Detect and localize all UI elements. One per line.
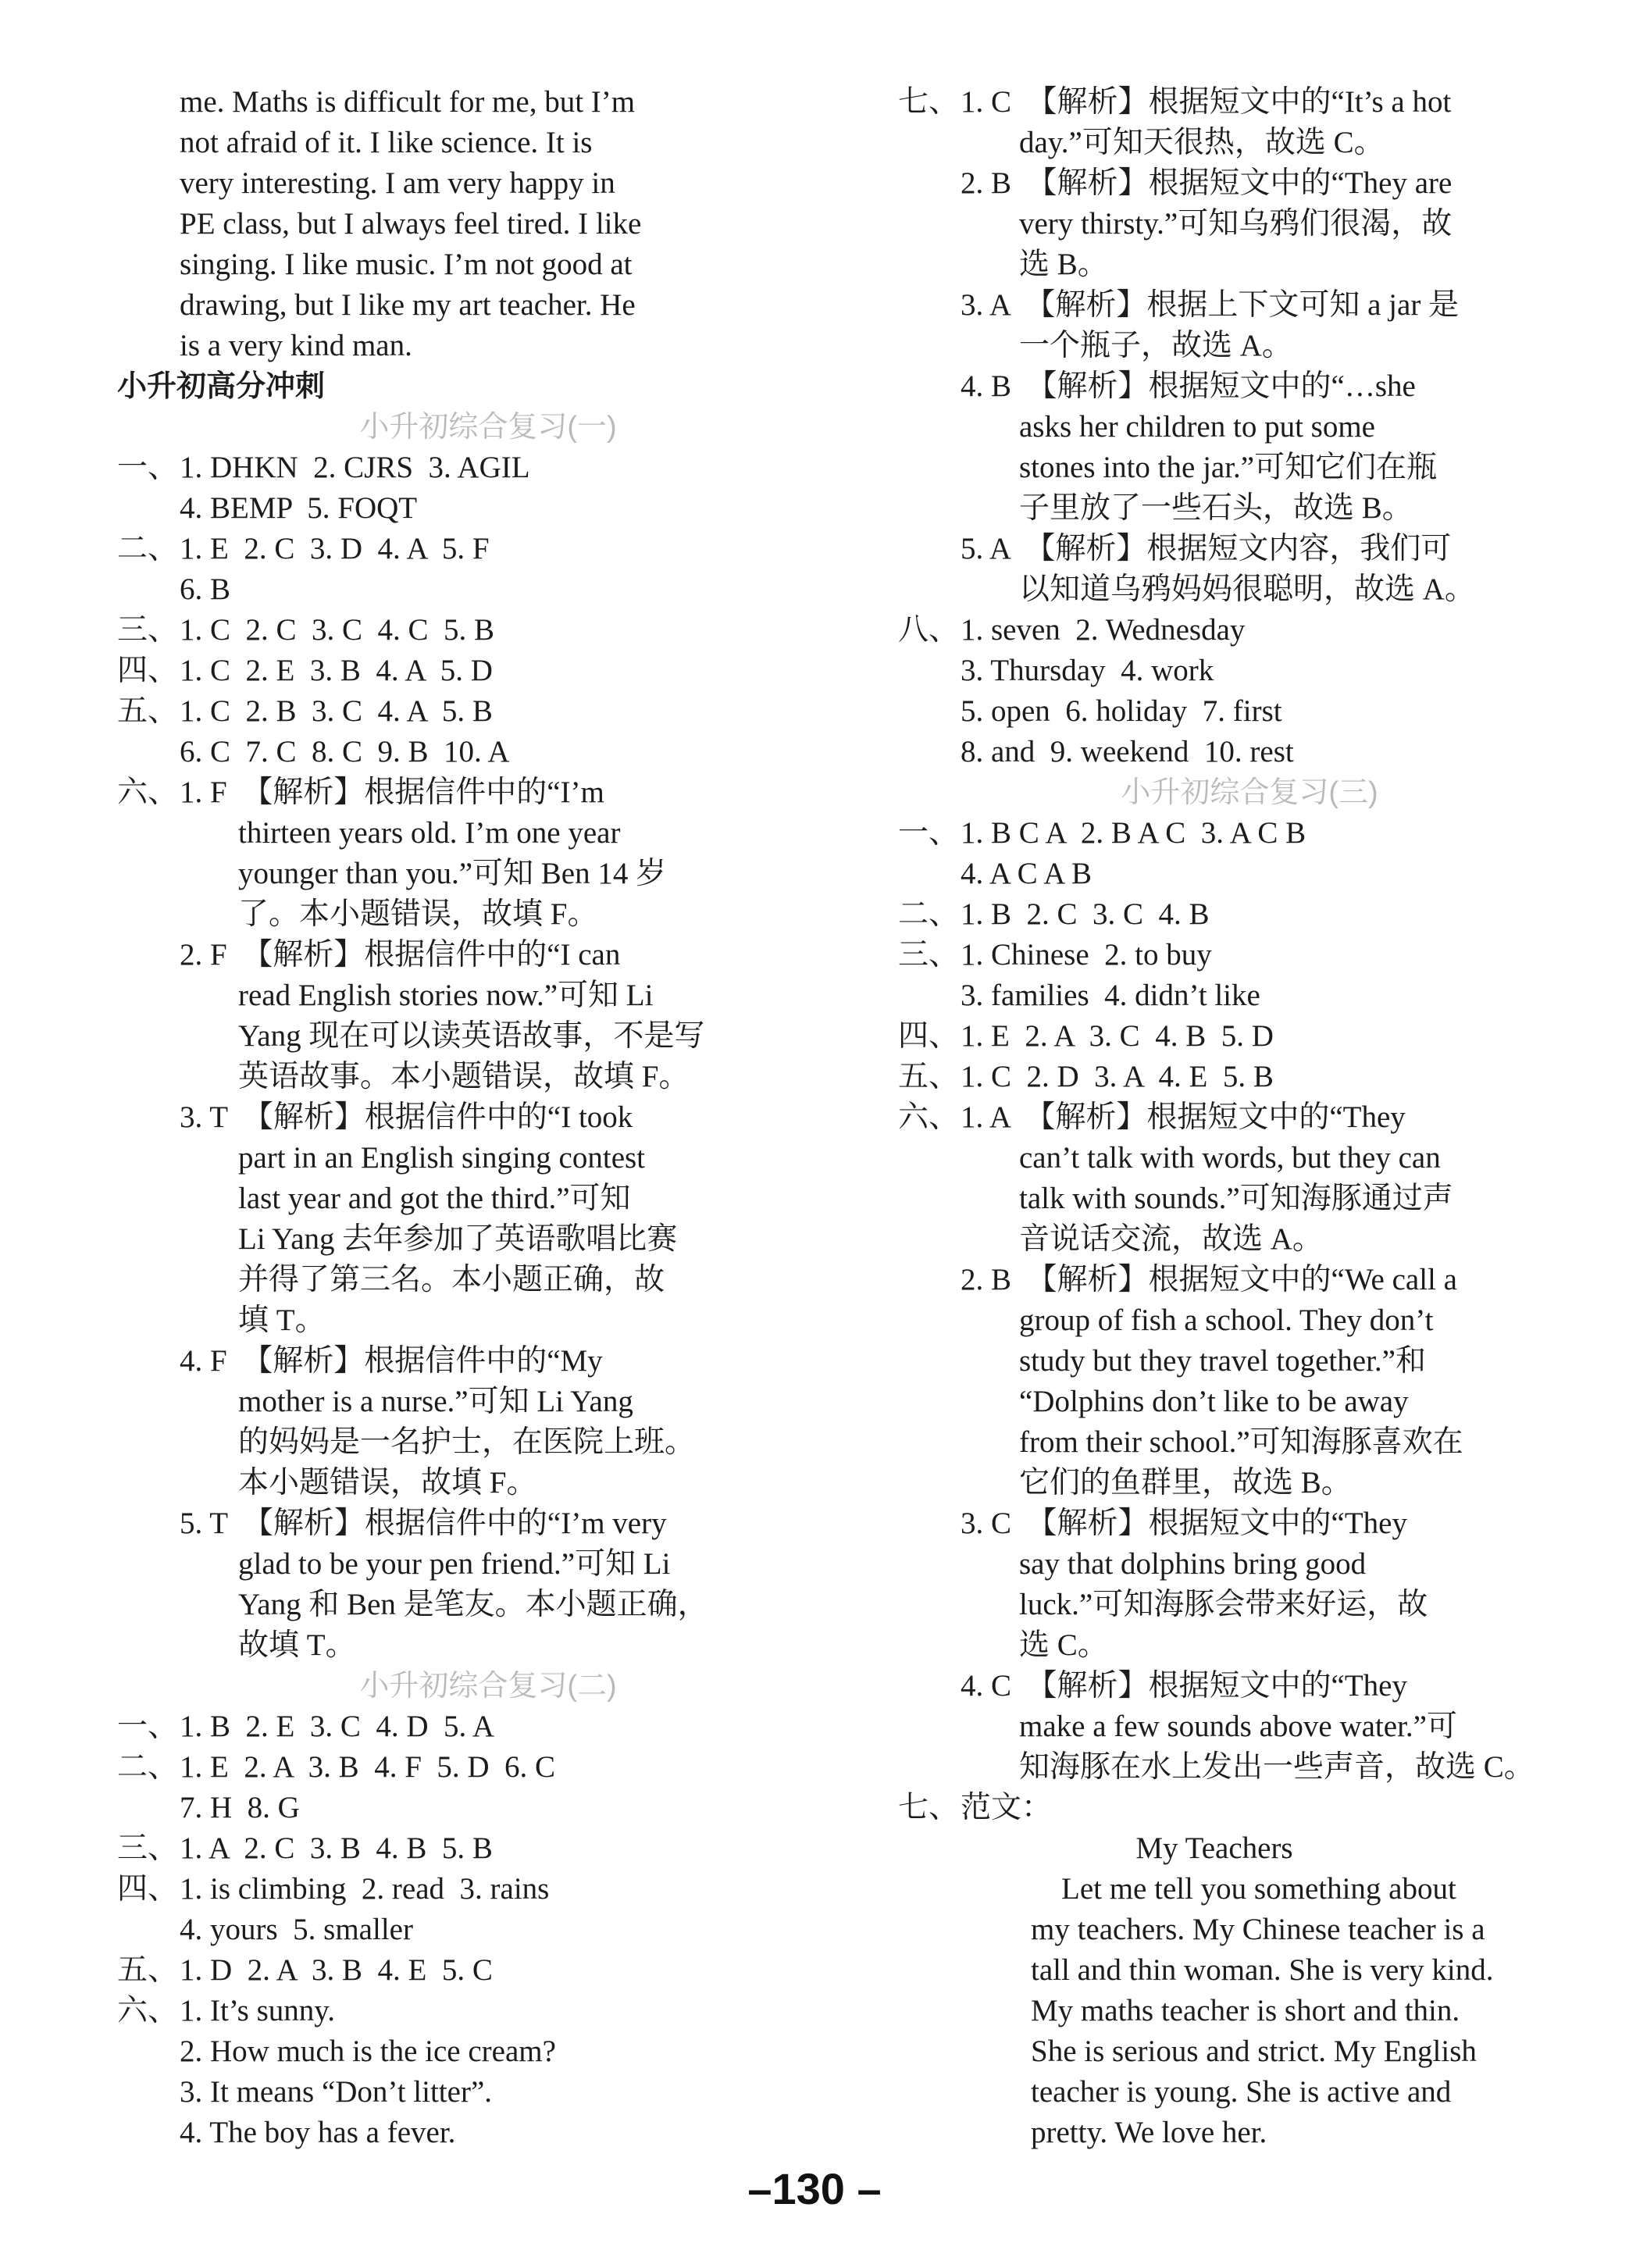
answer-line: 四、 1. E 2. A 3. C 4. B 5. D — [898, 1019, 1274, 1053]
review-1-title: 小升初综合复习(一) — [359, 411, 617, 444]
left-column — [117, 82, 750, 2153]
answer-line: 七、 1. C 【解析】根据短文中的“It’s a hot — [898, 85, 1452, 119]
answer-line: 二、 1. B 2. C 3. C 4. B — [898, 897, 1210, 931]
essay-line: my teachers. My Chinese teacher is a — [1031, 1913, 1485, 1946]
answer-line: 六、 1. A 【解析】根据短文中的“They — [898, 1100, 1406, 1134]
intro-line: is a very kind man. — [180, 329, 412, 362]
answer-line: 一、 1. DHKN 2. CJRS 3. AGIL — [117, 451, 530, 484]
answer-line: very thirsty.”可知乌鸦们很渴，故 — [1019, 207, 1453, 241]
answer-line: 4. BEMP 5. FOQT — [180, 491, 418, 525]
answer-line: stones into the jar.”可知它们在瓶 — [1019, 451, 1438, 484]
answer-line: 故填 T。 — [238, 1628, 356, 1662]
answer-line: 4. yours 5. smaller — [180, 1913, 413, 1946]
answer-line: 2. F 【解析】根据信件中的“I can — [180, 938, 621, 972]
answer-line: 4. B 【解析】根据短文中的“…she — [961, 369, 1416, 403]
answer-line: Yang 现在可以读英语故事，不是写 — [238, 1019, 705, 1053]
answer-line: luck.”可知海豚会带来好运，故 — [1019, 1588, 1428, 1621]
answer-line: 八、 1. seven 2. Wednesday — [898, 613, 1246, 647]
essay-line: pretty. We love her. — [1031, 2116, 1267, 2149]
answer-line: thirteen years old. I’m one year — [238, 816, 621, 850]
answer-line: 6. C 7. C 8. C 9. B 10. A — [180, 735, 510, 768]
answer-line: 3. families 4. didn’t like — [961, 979, 1260, 1012]
answer-line: 五、 1. C 2. D 3. A 4. E 5. B — [898, 1060, 1274, 1093]
answer-line: 4. C 【解析】根据短文中的“They — [961, 1669, 1407, 1703]
answer-line: 子里放了一些石头，故选 B。 — [1019, 491, 1413, 525]
answer-line: from their school.”可知海豚喜欢在 — [1019, 1425, 1463, 1459]
essay-line: Let me tell you something about — [1031, 1872, 1456, 1906]
review-2-title: 小升初综合复习(二) — [359, 1670, 617, 1703]
answer-line: 7. H 8. G — [180, 1791, 300, 1824]
answer-line: 英语故事。本小题错误，故填 F。 — [238, 1060, 690, 1093]
answer-line: younger than you.”可知 Ben 14 岁 — [238, 857, 667, 890]
answer-line: 的妈妈是一名护士，在医院上班。 — [238, 1425, 696, 1459]
answer-line: mother is a nurse.”可知 Li Yang — [238, 1385, 633, 1418]
answer-line: asks her children to put some — [1019, 410, 1375, 444]
answer-line: 一、 1. B C A 2. B A C 3. A C B — [898, 816, 1306, 850]
intro-line: not afraid of it. I like science. It is — [180, 126, 593, 159]
answer-line: 4. F 【解析】根据信件中的“My — [180, 1344, 603, 1378]
intro-line: me. Maths is difficult for me, but I’m — [180, 85, 636, 119]
answer-line: 六、 1. It’s sunny. — [117, 1994, 335, 2027]
answer-line: glad to be your pen friend.”可知 Li — [238, 1547, 671, 1581]
answer-line: 二、 1. E 2. A 3. B 4. F 5. D 6. C — [117, 1750, 556, 1784]
answer-line: 2. How much is the ice cream? — [180, 2034, 556, 2068]
answer-line: say that dolphins bring good — [1019, 1547, 1367, 1581]
essay-line: teacher is young. She is active and — [1031, 2075, 1452, 2109]
answer-line: 三、 1. Chinese 2. to buy — [898, 938, 1212, 972]
answer-line: make a few sounds above water.”可 — [1019, 1710, 1457, 1743]
answer-line: 2. B 【解析】根据短文中的“We call a — [961, 1263, 1457, 1296]
right-column — [898, 82, 1535, 2153]
essay-line: She is serious and strict. My English — [1031, 2034, 1477, 2068]
answer-line: 它们的鱼群里，故选 B。 — [1019, 1466, 1352, 1500]
essay-title: My Teachers — [1135, 1831, 1293, 1865]
answer-line: “Dolphins don’t like to be away — [1019, 1385, 1409, 1418]
answer-line: 六、 1. F 【解析】根据信件中的“I’m — [117, 776, 604, 809]
essay-line: tall and thin woman. She is very kind. — [1031, 1953, 1494, 1987]
answer-line: study but they travel together.”和 — [1019, 1344, 1426, 1378]
answer-line: 5. A 【解析】根据短文内容，我们可 — [961, 532, 1452, 565]
answer-line: 6. B — [180, 572, 231, 606]
answer-line: 3. C 【解析】根据短文中的“They — [961, 1507, 1407, 1540]
answer-line: 5. T 【解析】根据信件中的“I’m very — [180, 1507, 667, 1540]
review-3-title: 小升初综合复习(三) — [1121, 776, 1378, 809]
answer-line: part in an English singing contest — [238, 1141, 646, 1175]
answer-line: 七、 范文： — [898, 1791, 1053, 1824]
answer-line: can’t talk with words, but they can — [1019, 1141, 1441, 1175]
answer-line: 了。本小题错误，故填 F。 — [238, 897, 598, 931]
answer-line: 3. Thursday 4. work — [961, 654, 1214, 687]
answer-line: 三、 1. C 2. C 3. C 4. C 5. B — [117, 613, 495, 647]
intro-line: very interesting. I am very happy in — [180, 166, 615, 200]
answer-line: 五、 1. D 2. A 3. B 4. E 5. C — [117, 1953, 493, 1987]
answer-line: 四、 1. C 2. E 3. B 4. A 5. D — [117, 654, 493, 687]
essay-line: My maths teacher is short and thin. — [1031, 1994, 1460, 2027]
answer-line: read English stories now.”可知 Li — [238, 979, 654, 1012]
answer-line: 选 C。 — [1019, 1628, 1108, 1662]
answer-line: Yang 和 Ben 是笔友。本小题正确， — [238, 1588, 708, 1621]
answer-line: 五、 1. C 2. B 3. C 4. A 5. B — [117, 694, 493, 728]
section-title: 小升初高分冲刺 — [117, 370, 326, 403]
answer-line: 选 B。 — [1019, 248, 1108, 281]
answer-line: day.”可知天很热，故选 C。 — [1019, 126, 1385, 159]
answer-line: 3. It means “Don’t litter”. — [180, 2075, 492, 2109]
answer-line: 一、 1. B 2. E 3. C 4. D 5. A — [117, 1710, 495, 1743]
answer-line: group of fish a school. They don’t — [1019, 1303, 1434, 1337]
intro-line: singing. I like music. I’m not good at — [180, 248, 633, 281]
answer-line: 并得了第三名。本小题正确，故 — [238, 1263, 665, 1296]
answer-line: 知海豚在水上发出一些声音，故选 C。 — [1019, 1750, 1535, 1784]
answer-line: 4. The boy has a fever. — [180, 2116, 456, 2149]
answer-line: 3. A 【解析】根据上下文可知 a jar 是 — [961, 288, 1460, 322]
intro-line: drawing, but I like my art teacher. He — [180, 288, 636, 322]
answer-line: 本小题错误，故填 F。 — [238, 1466, 537, 1500]
page-number: –130 – — [747, 2164, 882, 2213]
answer-line: Li Yang 去年参加了英语歌唱比赛 — [238, 1222, 678, 1256]
answer-line: 8. and 9. weekend 10. rest — [961, 735, 1294, 768]
answer-line: 音说话交流，故选 A。 — [1019, 1222, 1323, 1256]
answer-line: 5. open 6. holiday 7. first — [961, 694, 1282, 728]
answer-line: 填 T。 — [238, 1303, 326, 1337]
answer-line: talk with sounds.”可知海豚通过声 — [1019, 1182, 1453, 1215]
answer-line: 4. A C A B — [961, 857, 1092, 890]
answer-line: 三、 1. A 2. C 3. B 4. B 5. B — [117, 1831, 493, 1865]
answer-line: 二、 1. E 2. C 3. D 4. A 5. F — [117, 532, 490, 565]
intro-line: PE class, but I always feel tired. I like — [180, 207, 642, 241]
answer-line: last year and got the third.”可知 — [238, 1182, 631, 1215]
answer-line: 四、 1. is climbing 2. read 3. rains — [117, 1872, 550, 1906]
answer-line: 2. B 【解析】根据短文中的“They are — [961, 166, 1453, 200]
answer-line: 以知道乌鸦妈妈很聪明，故选 A。 — [1019, 572, 1475, 606]
answer-line: 3. T 【解析】根据信件中的“I took — [180, 1100, 633, 1134]
answer-line: 一个瓶子，故选 A。 — [1019, 329, 1292, 362]
